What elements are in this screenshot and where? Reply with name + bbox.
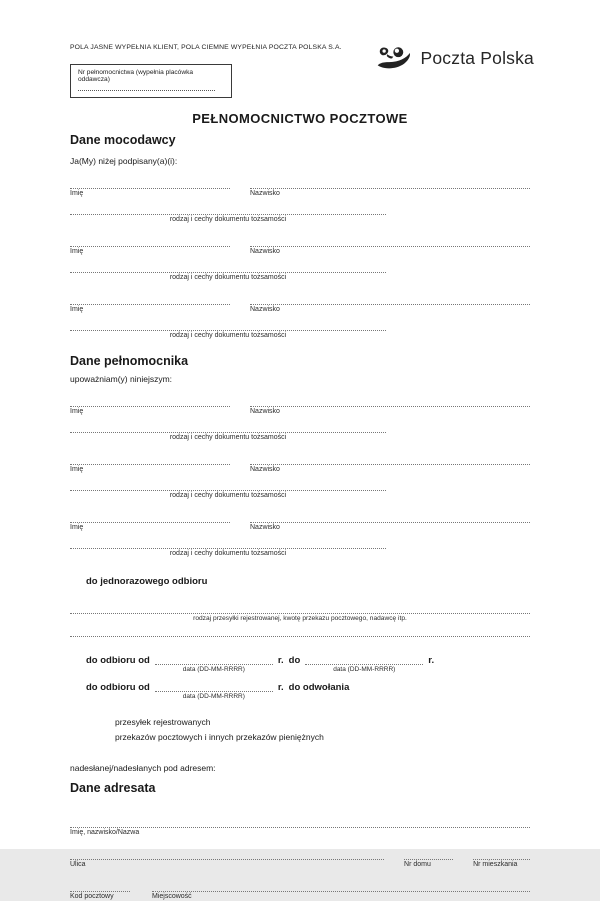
- last-name-label: Nazwisko: [250, 248, 280, 255]
- pickup-from-label: do odbioru od: [86, 682, 150, 693]
- addressee-section-heading: Dane adresata: [70, 781, 156, 795]
- date-from-input-line[interactable]: [155, 682, 273, 692]
- attorney-name-row: [70, 454, 530, 474]
- last-name-input-line[interactable]: [250, 396, 530, 407]
- addressee-name-field: [70, 817, 530, 837]
- house-number-label: Nr domu: [404, 861, 431, 868]
- permit-number-box: [70, 64, 232, 98]
- address-note: nadesłanej/nadesłanych pod adresem:: [70, 763, 216, 773]
- last-name-input-line[interactable]: [250, 178, 530, 189]
- apartment-number-label: Nr mieszkania: [473, 861, 518, 868]
- first-name-field: [70, 454, 230, 474]
- brand-name: Poczta Polska: [420, 47, 534, 68]
- first-name-input-line[interactable]: [70, 512, 230, 523]
- form-title: PEŁNOMOCNICTWO POCZTOWE: [192, 111, 408, 126]
- first-name-field: [70, 236, 230, 256]
- first-name-label: Imię: [70, 248, 84, 255]
- date-format-hint: data (DD-MM-RRRR): [182, 666, 245, 673]
- last-name-label: Nazwisko: [250, 408, 280, 415]
- pickup-until-revoked-row: [86, 682, 530, 701]
- first-name-field: [70, 396, 230, 416]
- last-name-input-line[interactable]: [250, 512, 530, 523]
- apartment-number-input-line[interactable]: [473, 849, 530, 860]
- principal-id-row: [70, 320, 530, 340]
- shipment-details-field: [70, 603, 530, 623]
- last-name-field: [250, 178, 530, 198]
- date-from-field: [155, 655, 273, 674]
- postal-code-field: [70, 881, 130, 901]
- principal-intro: Ja(My) niżej podpisany(a)(i):: [70, 156, 178, 166]
- city-label: Miejscowość: [152, 893, 192, 900]
- single-pickup-option[interactable]: do jednorazowego odbioru: [86, 576, 208, 587]
- last-name-label: Nazwisko: [250, 466, 280, 473]
- first-name-field: [70, 294, 230, 314]
- last-name-input-line[interactable]: [250, 454, 530, 465]
- id-document-input-line[interactable]: [70, 262, 386, 273]
- first-name-label: Imię: [70, 408, 84, 415]
- last-name-field: [250, 512, 530, 532]
- id-document-label: rodzaj i cechy dokumentu tożsamości: [169, 434, 287, 441]
- attorney-id-row: [70, 538, 530, 558]
- last-name-label: Nazwisko: [250, 524, 280, 531]
- id-document-field: [70, 422, 386, 442]
- attorney-section-heading: Dane pełnomocnika: [70, 354, 189, 368]
- date-format-hint: data (DD-MM-RRRR): [333, 666, 396, 673]
- shipment-details-hint: rodzaj przesyłki rejestrowanej, kwotę przekazu pocztowego, nadawcę itp.: [193, 615, 407, 622]
- apartment-number-field: [473, 849, 530, 869]
- house-number-field: [404, 849, 453, 869]
- pickup-from-label: do odbioru od: [86, 655, 150, 666]
- first-name-label: Imię: [70, 466, 84, 473]
- last-name-label: Nazwisko: [250, 190, 280, 197]
- id-document-label: rodzaj i cechy dokumentu tożsamości: [169, 492, 287, 499]
- year-abbr-label: r.: [428, 655, 435, 666]
- last-name-field: [250, 396, 530, 416]
- shipment-details-input-line[interactable]: [70, 603, 530, 614]
- house-number-input-line[interactable]: [404, 849, 453, 860]
- first-name-input-line[interactable]: [70, 178, 230, 189]
- principal-name-row: [70, 178, 530, 198]
- street-field: [70, 849, 384, 869]
- last-name-input-line[interactable]: [250, 294, 530, 305]
- permit-number-input-line[interactable]: [78, 90, 215, 91]
- first-name-input-line[interactable]: [70, 294, 230, 305]
- item-type-options: [115, 715, 530, 745]
- id-document-input-line[interactable]: [70, 480, 386, 491]
- addressee-name-label: Imię, nazwisko/Nazwa: [70, 829, 140, 836]
- principal-id-row: [70, 204, 530, 224]
- id-document-field: [70, 538, 386, 558]
- postal-code-label: Kod pocztowy: [70, 893, 114, 900]
- id-document-field: [70, 262, 386, 282]
- year-abbr-label: r.: [277, 655, 284, 666]
- option-registered-items[interactable]: przesyłek rejestrowanych: [115, 717, 211, 727]
- id-document-label: rodzaj i cechy dokumentu tożsamości: [169, 550, 287, 557]
- poczta-polska-logo: [376, 44, 535, 72]
- date-format-hint: data (DD-MM-RRRR): [182, 693, 245, 700]
- city-field: [152, 881, 530, 901]
- id-document-input-line[interactable]: [70, 320, 386, 331]
- until-revoked-label[interactable]: do odwołania: [288, 682, 350, 693]
- date-to-input-line[interactable]: [305, 655, 423, 665]
- poczta-polska-logo-icon: [376, 44, 414, 72]
- postal-code-input-line[interactable]: [70, 881, 130, 892]
- first-name-label: Imię: [70, 524, 84, 531]
- id-document-input-line[interactable]: [70, 204, 386, 215]
- attorney-name-row: [70, 512, 530, 532]
- pickup-to-label: do: [288, 655, 301, 666]
- first-name-input-line[interactable]: [70, 236, 230, 247]
- street-input-line[interactable]: [70, 849, 384, 860]
- first-name-field: [70, 512, 230, 532]
- permit-number-label: Nr pełnomocnictwa (wypełnia placówka oddawcza): [78, 69, 194, 83]
- last-name-label: Nazwisko: [250, 306, 280, 313]
- principal-section-heading: Dane mocodawcy: [70, 133, 176, 147]
- first-name-input-line[interactable]: [70, 396, 230, 407]
- first-name-input-line[interactable]: [70, 454, 230, 465]
- city-input-line[interactable]: [152, 881, 530, 892]
- id-document-field: [70, 480, 386, 500]
- last-name-field: [250, 236, 530, 256]
- principal-id-row: [70, 262, 530, 282]
- shipment-details-input-line[interactable]: [70, 636, 530, 637]
- id-document-field: [70, 204, 386, 224]
- attorney-name-row: [70, 396, 530, 416]
- id-document-input-line[interactable]: [70, 538, 386, 549]
- year-abbr-label: r.: [277, 682, 284, 693]
- pickup-period-row: [86, 655, 530, 674]
- id-document-input-line[interactable]: [70, 422, 386, 433]
- last-name-input-line[interactable]: [250, 236, 530, 247]
- date-to-field: [305, 655, 423, 674]
- form-disclaimer: POLA JASNE WYPEŁNIA KLIENT, POLA CIEMNE WYPEŁNIA POCZTA POLSKA S.A.: [70, 44, 342, 51]
- first-name-label: Imię: [70, 190, 84, 197]
- first-name-field: [70, 178, 230, 198]
- street-label: Ulica: [70, 861, 86, 868]
- id-document-label: rodzaj i cechy dokumentu tożsamości: [169, 274, 287, 281]
- principal-name-row: [70, 236, 530, 256]
- last-name-field: [250, 454, 530, 474]
- addressee-name-input-line[interactable]: [70, 817, 530, 828]
- attorney-id-row: [70, 422, 530, 442]
- last-name-field: [250, 294, 530, 314]
- date-from-input-line[interactable]: [155, 655, 273, 665]
- id-document-field: [70, 320, 386, 340]
- id-document-label: rodzaj i cechy dokumentu tożsamości: [169, 332, 287, 339]
- attorney-intro: upoważniam(y) niniejszym:: [70, 374, 173, 384]
- id-document-label: rodzaj i cechy dokumentu tożsamości: [169, 216, 287, 223]
- date-from-field: [155, 682, 273, 701]
- addressee-city-row: [70, 881, 530, 901]
- attorney-id-row: [70, 480, 530, 500]
- addressee-street-row: [70, 849, 530, 869]
- principal-name-row: [70, 294, 530, 314]
- option-postal-money-orders[interactable]: przekazów pocztowych i innych przekazów pieniężnych: [115, 732, 324, 742]
- first-name-label: Imię: [70, 306, 84, 313]
